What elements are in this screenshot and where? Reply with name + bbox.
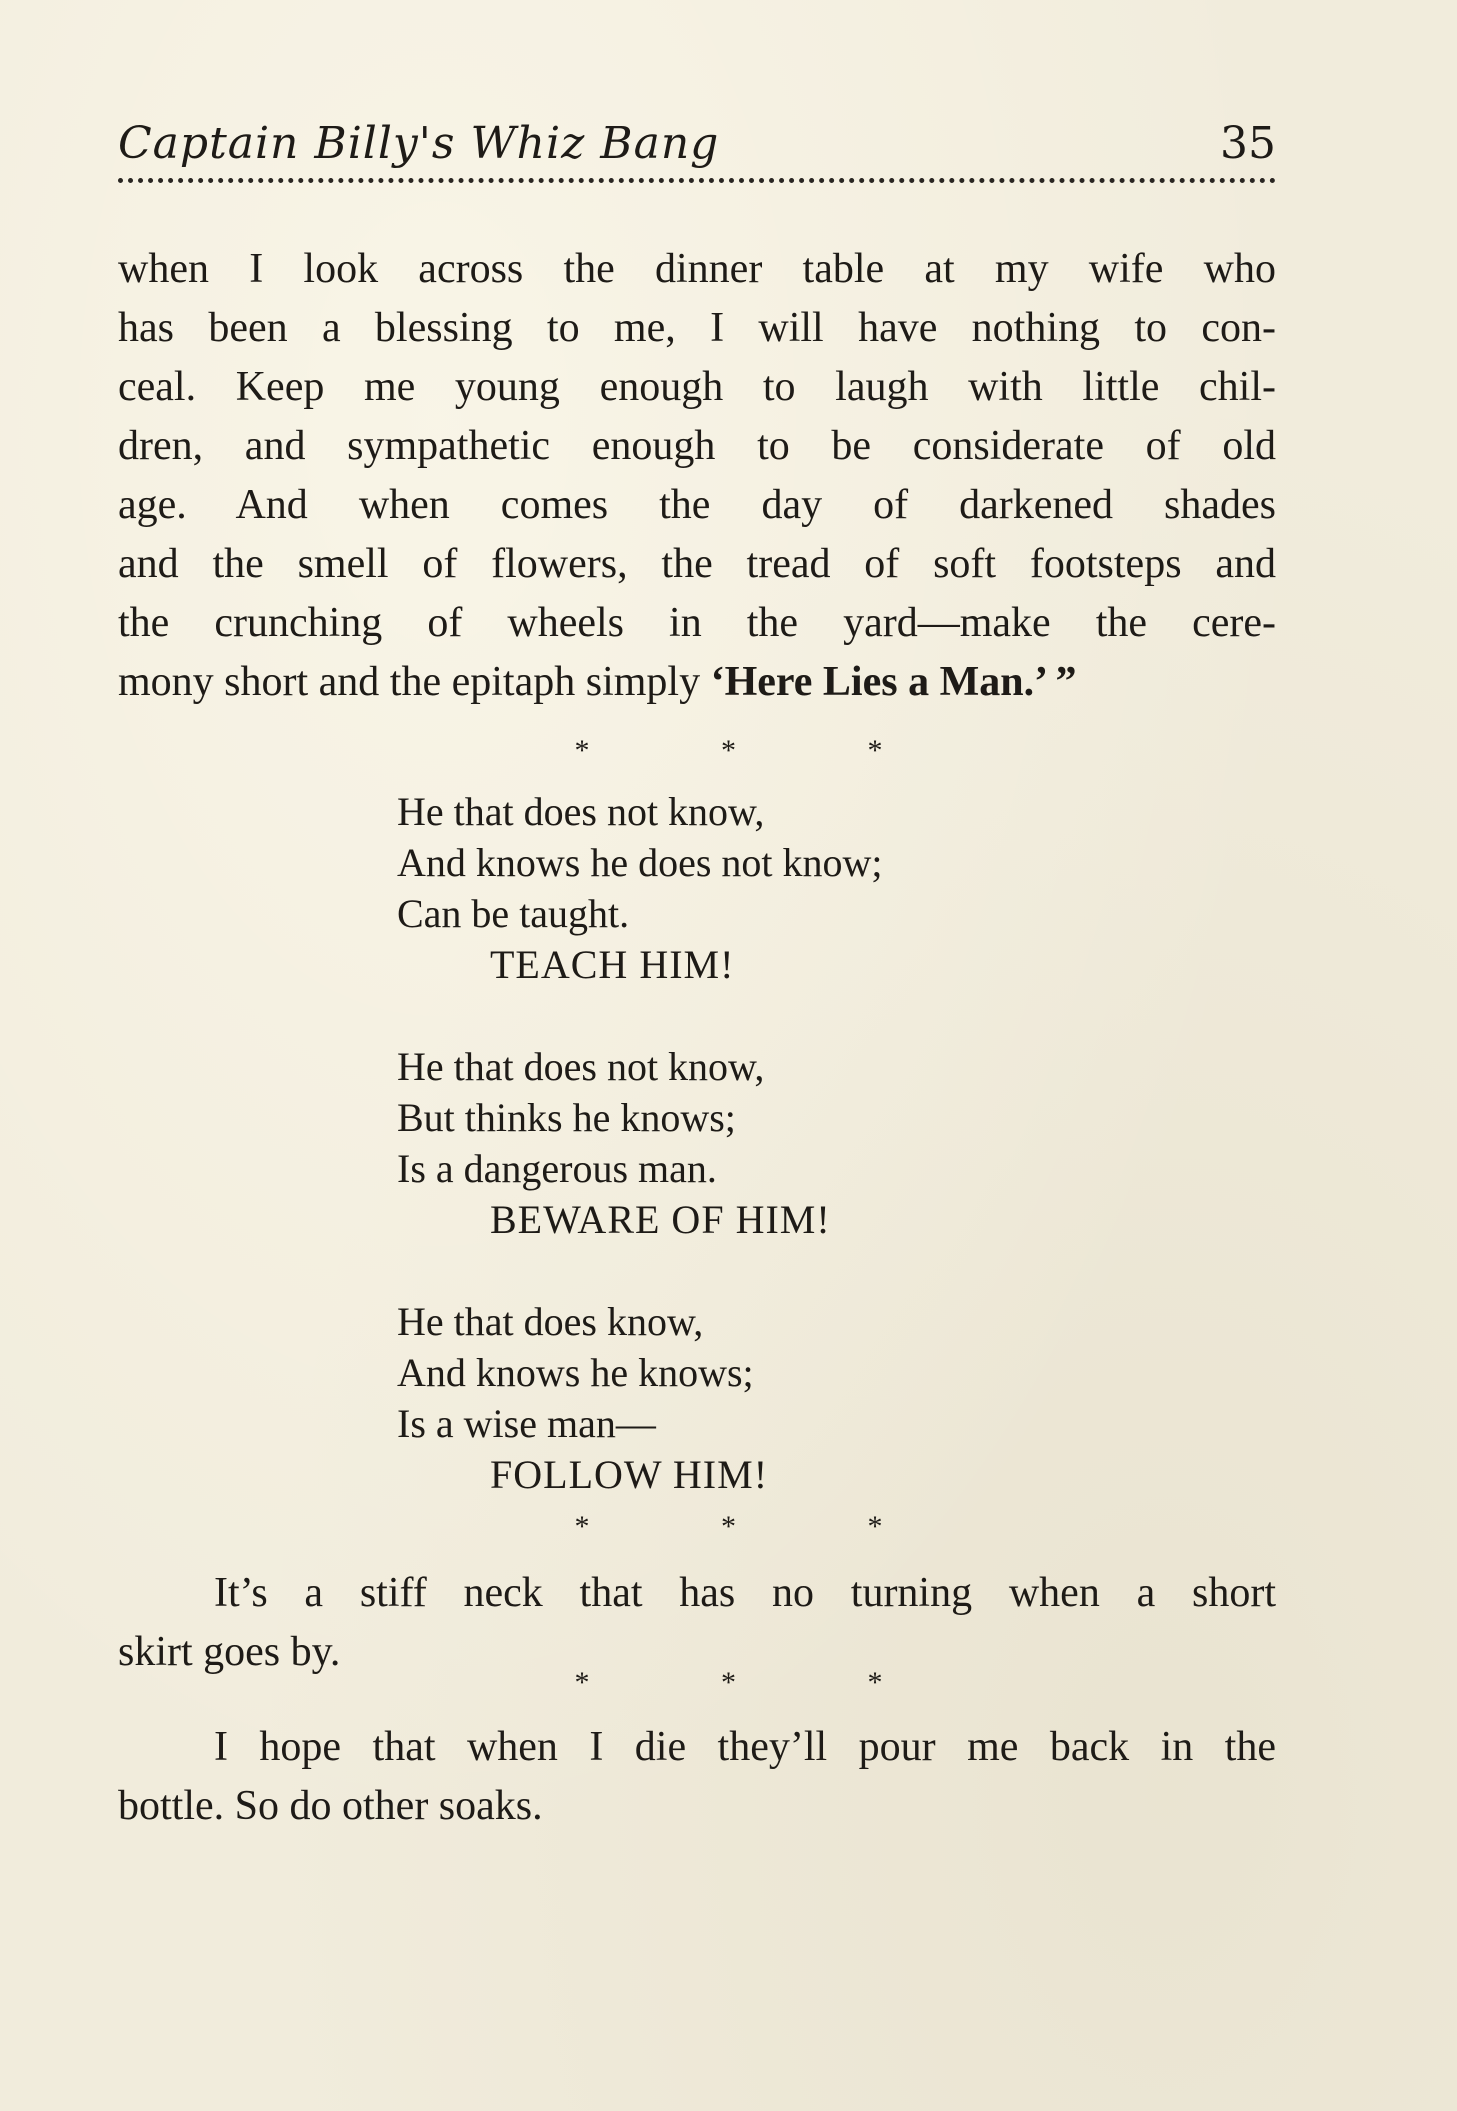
- header-rule: [118, 178, 1276, 183]
- text-line-last: skirt goes by.: [118, 1629, 341, 1675]
- poem: [397, 786, 883, 1500]
- poem-line: But thinks he knows;: [397, 1095, 736, 1140]
- section-separator: * * *: [574, 1510, 945, 1543]
- text-line: the crunching of wheels in the yard—make the cere-: [118, 600, 1276, 646]
- text-line-last: [118, 653, 1276, 712]
- text-line-last: bottle. So do other soaks.: [118, 1783, 543, 1829]
- poem-line: He that does know,: [397, 1299, 704, 1344]
- text-line: has been a blessing to me, I will have nothing to con-: [118, 305, 1276, 351]
- running-header: [118, 118, 1276, 180]
- paragraph-stiff-neck: [118, 1564, 1276, 1682]
- poem-refrain: TEACH HIM!: [490, 942, 735, 987]
- text-line: I hope that when I die they’ll pour me back in the: [214, 1724, 1276, 1770]
- stanza-gap: [397, 990, 883, 1041]
- poem-refrain: BEWARE OF HIM!: [490, 1197, 831, 1242]
- text-line: dren, and sympathetic enough to be considerate of old: [118, 423, 1276, 469]
- poem-line: And knows he knows;: [397, 1350, 754, 1395]
- poem-refrain: FOLLOW HIM!: [490, 1452, 769, 1497]
- paragraph-prayer-ending: [118, 240, 1276, 712]
- poem-line: He that does not know,: [397, 789, 765, 834]
- publication-title: Captain Billy's Whiz Bang: [118, 118, 720, 169]
- text-line: when I look across the dinner table at my wife who: [118, 246, 1276, 292]
- epitaph-lead-in: mony short and the epitaph simply: [118, 659, 711, 705]
- poem-line: Is a dangerous man.: [397, 1146, 717, 1191]
- text-line: ceal. Keep me young enough to laugh with little chil-: [118, 364, 1276, 410]
- epitaph-quote: ‘Here Lies a Man.’ ”: [710, 659, 1077, 705]
- stanza-gap: [397, 1245, 883, 1296]
- section-separator: * * *: [574, 1666, 945, 1699]
- text-line: and the smell of flowers, the tread of soft footsteps and: [118, 541, 1276, 587]
- poem-line: Is a wise man—: [397, 1401, 656, 1446]
- text-line: age. And when comes the day of darkened shades: [118, 482, 1276, 528]
- page-number: 35: [1220, 118, 1276, 169]
- poem-line: Can be taught.: [397, 891, 630, 936]
- section-separator: * * *: [574, 734, 945, 767]
- text-line: It’s a stiff neck that has no turning when a short: [214, 1570, 1276, 1616]
- poem-line: He that does not know,: [397, 1044, 765, 1089]
- poem-line: And knows he does not know;: [397, 840, 883, 885]
- paragraph-bottle: [118, 1718, 1276, 1836]
